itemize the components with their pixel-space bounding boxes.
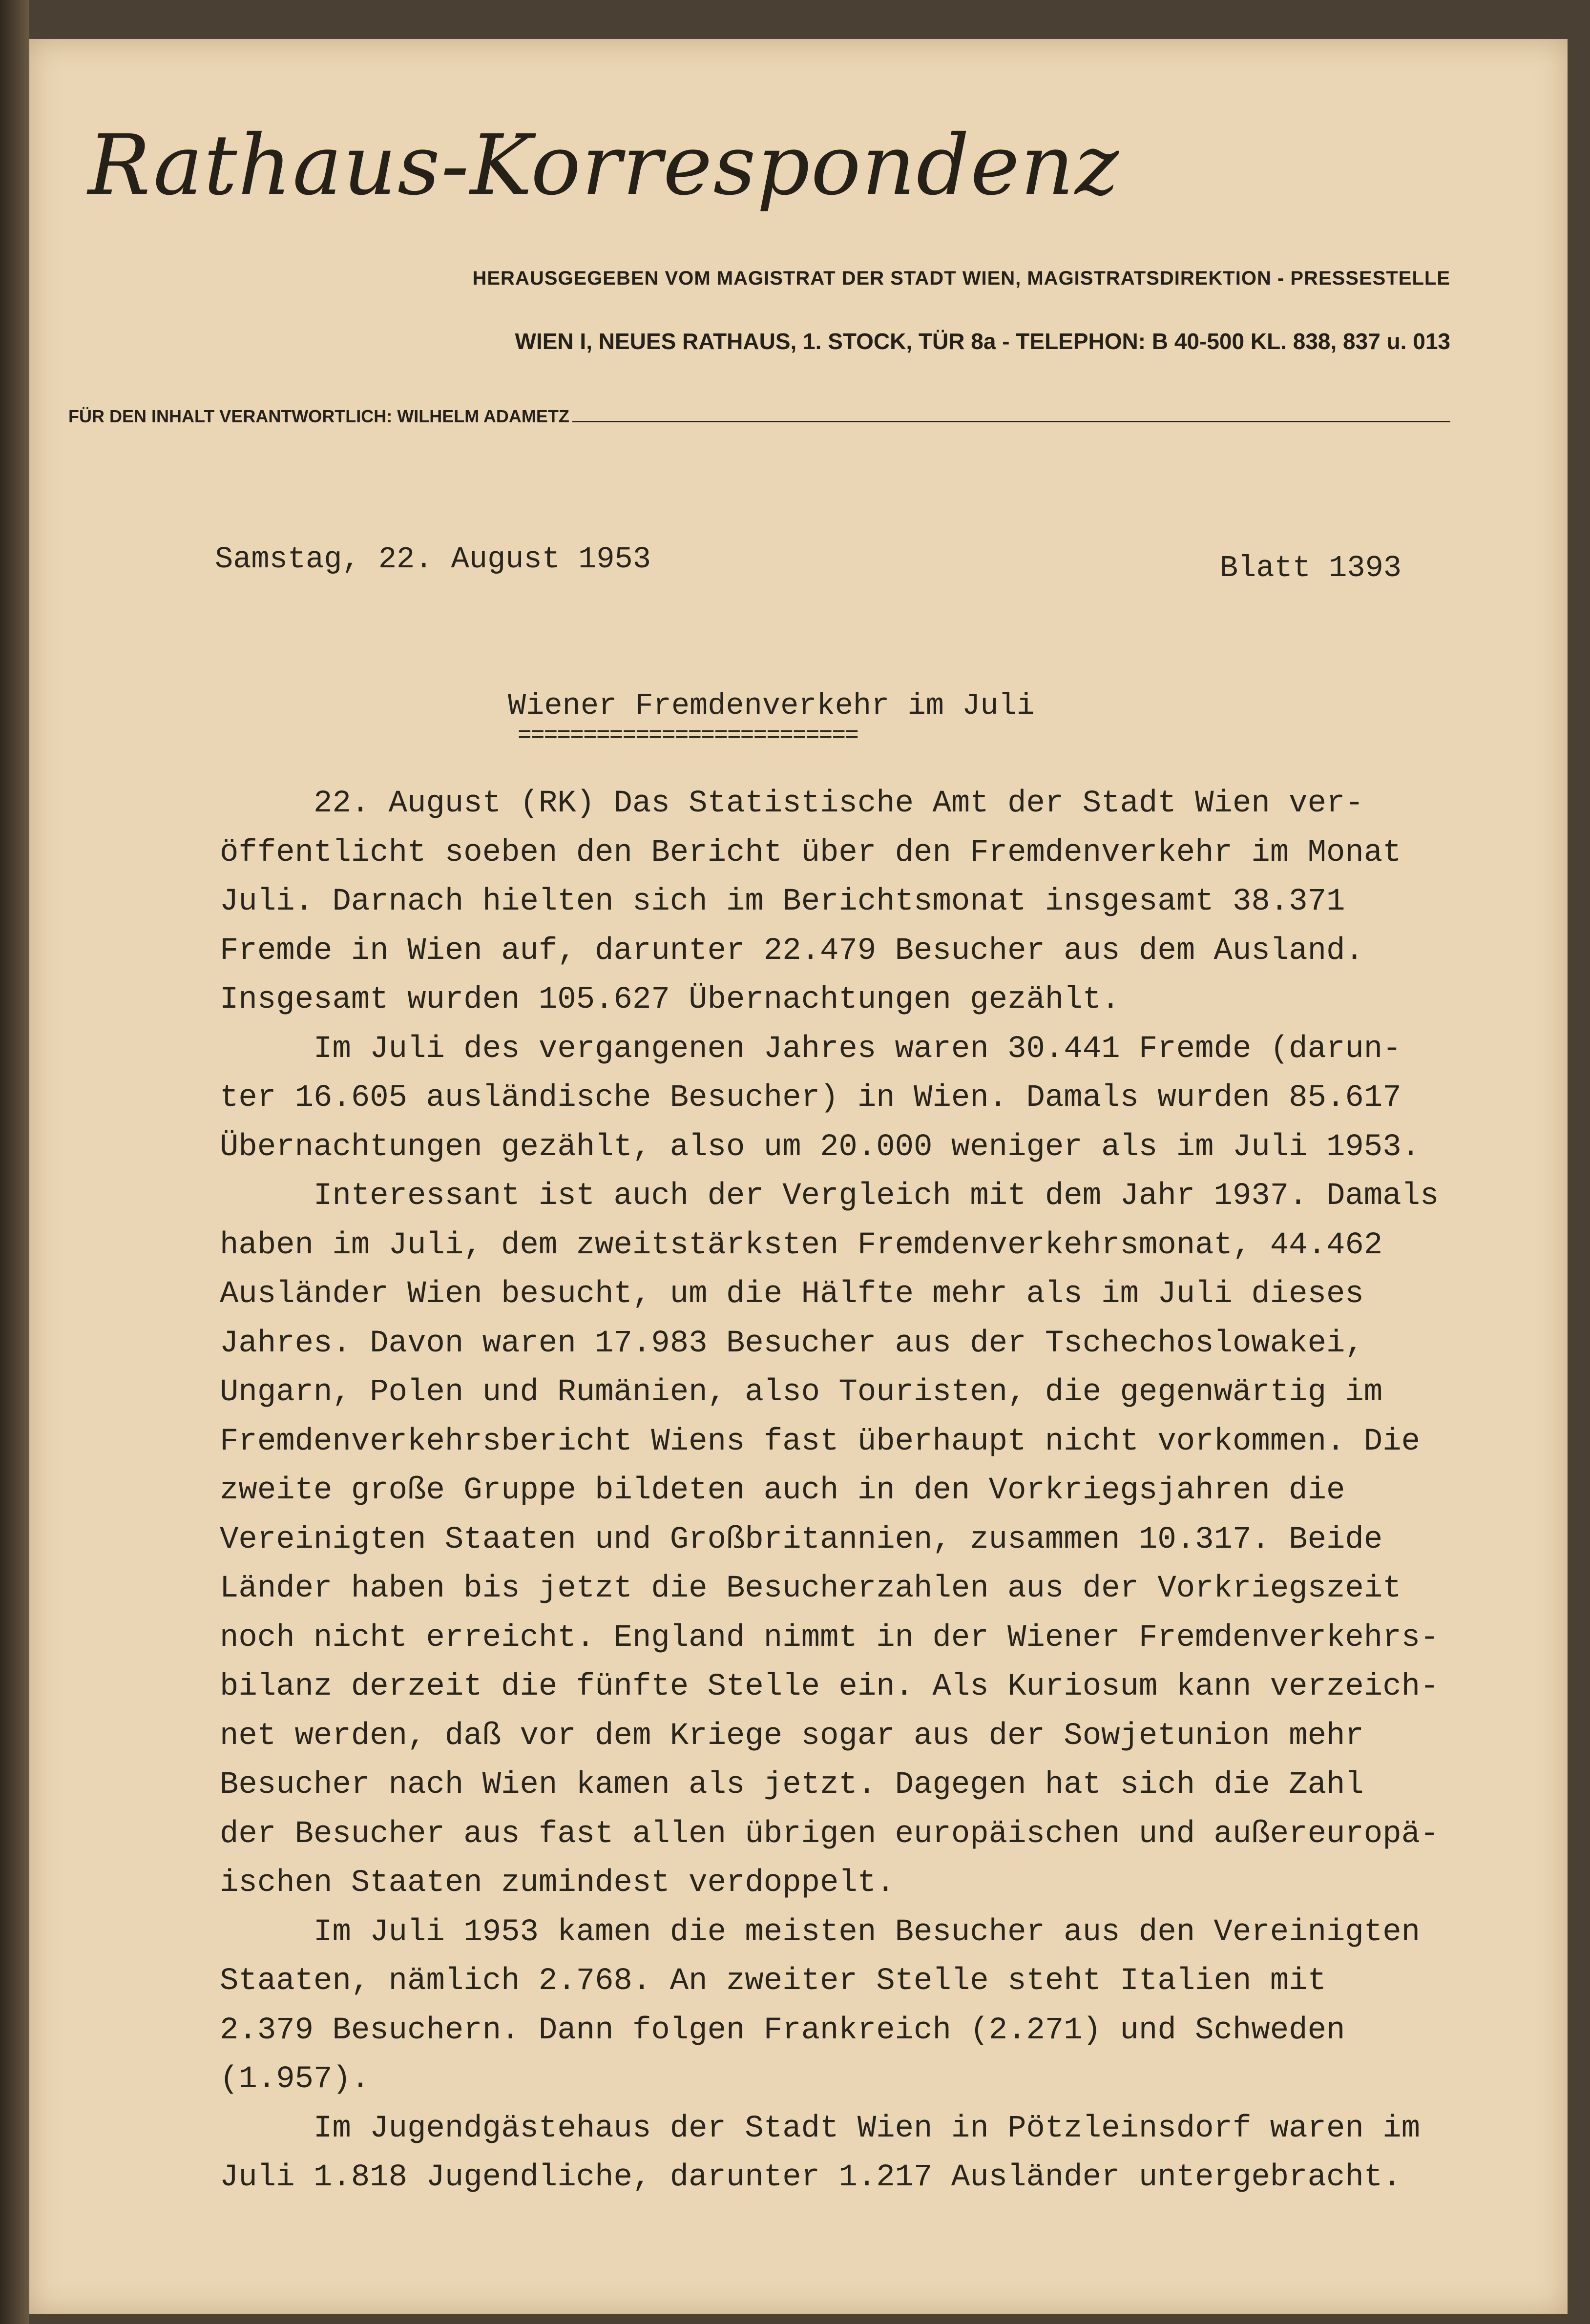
body-line: Ausländer Wien besucht, um die Hälfte mehr als im Juli dieses [220,1277,1364,1312]
masthead-address: WIEN I, NEUES RATHAUS, 1. STOCK, TÜR 8a - TELEPHON: B 40-500 KL. 838, 837 u. 013 [515,329,1450,354]
body-line: Fremdenverkehrsbericht Wiens fast überhaupt nicht vorkommen. Die [220,1424,1420,1459]
body-line: Vereinigten Staaten und Großbritannien, zusammen 10.317. Beide [220,1522,1383,1557]
date-line: Samstag, 22. August 1953 [215,542,651,577]
body-line: öffentlicht soeben den Bericht über den Fremdenverkehr im Monat [220,835,1402,871]
body-line: der Besucher aus fast allen übrigen europäischen und außereuropä- [220,1816,1439,1852]
body-line: (1.957). [220,2062,370,2097]
body-line: net werden, daß vor dem Kriege sogar aus der Sowjetunion mehr [220,1718,1364,1754]
body-line: ischen Staaten zumindest verdoppelt. [220,1866,895,1901]
body-line: Juli 1.818 Jugendliche, darunter 1.217 Ausländer untergebracht. [220,2160,1402,2195]
sheet-number: Blatt 1393 [1219,551,1402,585]
body-line: haben im Juli, dem zweitstärksten Fremdenverkehrsmonat, 44.462 [220,1227,1383,1263]
body-line: Staaten, nämlich 2.768. An zweiter Stelle steht Italien mit [220,1964,1326,1999]
document-page [29,39,1568,2314]
body-line: ter 16.605 ausländische Besucher) in Wien. Damals wurden 85.617 [220,1080,1402,1116]
binding-spine [0,0,29,2324]
body-line: Jahres. Davon waren 17.983 Besucher aus der Tschechoslowakei, [220,1326,1364,1361]
masthead-title: Rathaus-Korrespondenz [88,117,1120,214]
body-line: Länder haben bis jetzt die Besucherzahlen aus der Vorkriegszeit [220,1571,1402,1606]
body-line: 22. August (RK) Das Statistische Amt der Stadt Wien ver- [220,786,1364,821]
responsible-text: FÜR DEN INHALT VERANTWORTLICH: WILHELM ADAMETZ [68,406,569,426]
body-line: zweite große Gruppe bildeten auch in den Vorkriegsjahren die [220,1473,1345,1508]
masthead-publisher: HERAUSGEGEBEN VOM MAGISTRAT DER STADT WIEN, MAGISTRATSDIREKTION - PRESSESTELLE [472,268,1450,289]
body-line: bilanz derzeit die fünfte Stelle ein. Als Kuriosum kann verzeich- [220,1669,1439,1704]
body-line: Besucher nach Wien kamen als jetzt. Dagegen hat sich die Zahl [220,1767,1364,1803]
body-line: 2.379 Besuchern. Dann folgen Frankreich (2.271) und Schweden [220,2013,1345,2048]
body-line: Insgesamt wurden 105.627 Übernachtungen gezählt. [220,982,1120,1017]
body-line: Im Juli 1953 kamen die meisten Besucher aus den Vereinigten [220,1914,1420,1950]
body-line: Interessant ist auch der Vergleich mit dem Jahr 1937. Damals [220,1179,1439,1214]
responsible-rule [572,421,1450,422]
body-line: Im Juli des vergangenen Jahres waren 30.441 Fremde (darun- [220,1031,1402,1067]
body-line: Juli. Darnach hielten sich im Berichtsmonat insgesamt 38.371 [220,884,1345,919]
body-line: Fremde in Wien auf, darunter 22.479 Besucher aus dem Ausland. [220,933,1364,969]
body-line: Übernachtungen gezählt, also um 20.000 weniger als im Juli 1953. [220,1129,1420,1165]
headline-underline: ========================== [518,723,858,749]
body-line: noch nicht erreicht. England nimmt in der Wiener Fremdenverkehrs- [220,1620,1439,1656]
headline: Wiener Fremdenverkehr im Juli [508,688,1035,723]
body-line: Ungarn, Polen und Rumänien, also Touristen, die gegenwärtig im [220,1375,1383,1410]
body-line: Im Jugendgästehaus der Stadt Wien in Pötzleinsdorf waren im [220,2111,1420,2146]
responsible-line [68,406,1450,427]
